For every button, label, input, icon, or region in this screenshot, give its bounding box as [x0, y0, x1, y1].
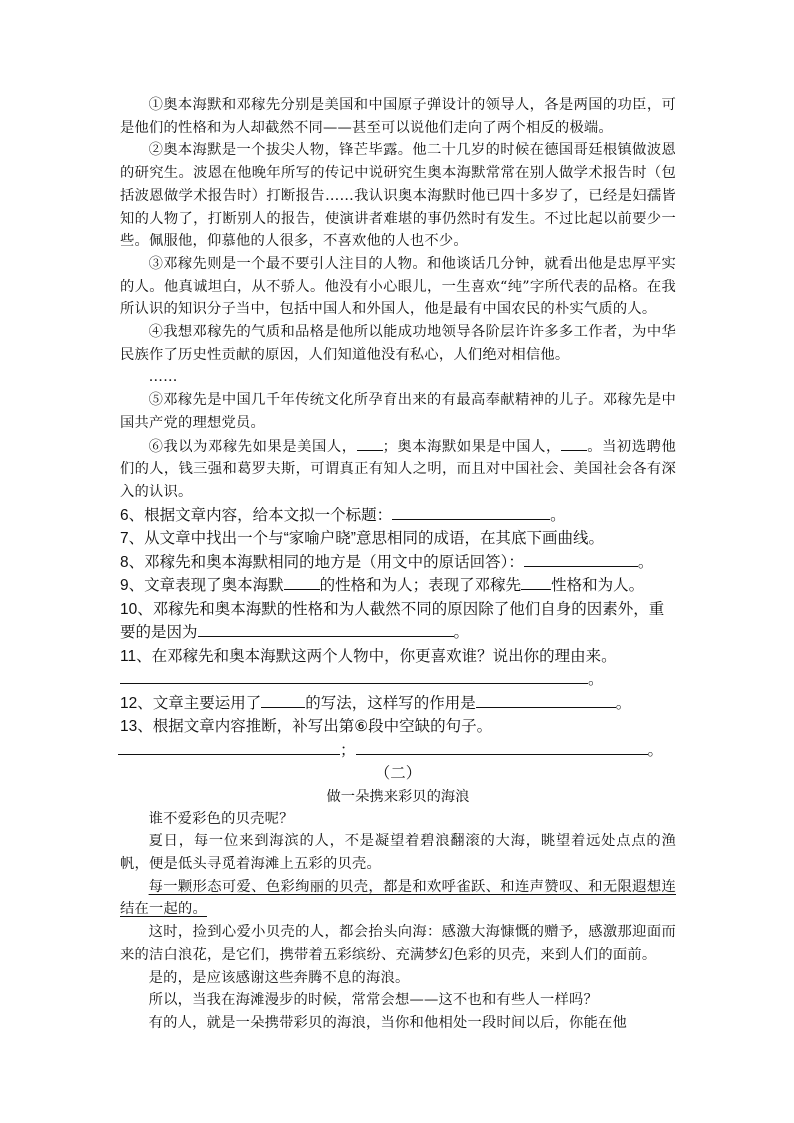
paragraph-3: ③邓稼先则是一个最不要引人注目的人物。和他谈话几分钟，就看出他是忠厚平实的人。他真诚坦白，从不骄人。他没有小心眼儿，一生喜欢“纯”字所代表的品格。在我所认识的知识分子当中，包括中国人和外国人，他是最有中国农民的朴实气质的人。 — [120, 255, 676, 318]
answer-blank-p6-1[interactable] — [357, 435, 383, 451]
question-8-end: 。 — [637, 553, 654, 571]
question-9-text-b: 的性格和为人；表现了邓稼先 — [319, 577, 522, 595]
passage-2-line-1: 谁不爱彩色的贝壳呢？ — [148, 810, 294, 827]
answer-blank-q10[interactable] — [198, 621, 454, 637]
answer-blank-q8[interactable] — [524, 551, 638, 567]
paragraph-6-part-b: ；奥本海默如果是中国人， — [382, 438, 561, 455]
question-12-end: 。 — [615, 694, 632, 712]
answer-blank-q13-1[interactable] — [118, 739, 340, 755]
question-9-text-a: 9、文章表现了奥本海默 — [120, 577, 284, 595]
question-10-text: 10、邓稼先和奥本海默的性格和为人截然不同的原因除了他们自身的因素外，重要的是因为 — [120, 600, 665, 642]
question-12 — [120, 692, 676, 716]
passage-2-line-6: 所以，当我在海滩漫步的时候，常常会想——这不也和有些人一样吗？ — [148, 992, 598, 1009]
question-12-text-a: 12、文章主要运用了 — [120, 694, 262, 712]
paragraph-1: ①奥本海默和邓稼先分别是美国和中国原子弹设计的领导人，各是两国的功臣，可是他们的性格和为人却截然不同——甚至可以说他们走向了两个相反的极端。 — [120, 97, 676, 136]
question-13-end: 。 — [647, 741, 664, 759]
paragraph-4: ④我想邓稼先的气质和品格是他所以能成功地领导各阶层许许多多工作者，为中华民族作了历史性贡献的原因，人们知道他没有私心，人们绝对相信他。 — [120, 324, 676, 363]
passage-2-line-2: 夏日，每一位来到海滨的人，不是凝望着碧浪翻滚的大海，眺望着远处点点的渔帆，便是低头寻觅着海滩上五彩的贝壳。 — [120, 833, 676, 873]
question-11: 11、在邓稼先和奥本海默这两个人物中，你更喜欢谁？说出你的理由来。 — [120, 647, 617, 665]
question-9 — [120, 574, 676, 598]
question-13-answer-line — [118, 739, 676, 763]
question-6 — [120, 504, 676, 528]
question-13: 13、根据文章内容推断，补写出第⑥段中空缺的句子。 — [120, 718, 493, 736]
paragraph-2: ②奥本海默是一个拔尖人物，锋芒毕露。他二十几岁的时候在德国哥廷根镇做波恩的研究生。波恩在他晚年所写的传记中说研究生奥本海默常常在别人做学术报告时（包括波恩做学术报告时）打断报告……我认识奥本海默时他已四十多岁了，已经是妇孺皆知的人物了，打断别人的报告，使演讲者难堪的事仍然时有发生。不过比起以前要少一些。佩服他，仰慕他的人很多，不喜欢他的人也不少。 — [120, 142, 676, 250]
paragraph-6-part-c: 。当初选聘他们的人，钱三强和葛罗夫斯，可谓真正有知人之明，而且对中国社会、美国社会各有深入的认识。 — [120, 438, 676, 500]
answer-blank-q9-1[interactable] — [284, 574, 320, 590]
question-6-text: 6、根据文章内容，给本文拟一个标题： — [120, 506, 393, 524]
question-9-text-c: 性格和为人。 — [551, 577, 645, 595]
answer-blank-q12-1[interactable] — [261, 692, 305, 708]
passage-2-title: 做一朵携来彩贝的海浪 — [326, 788, 470, 805]
answer-blank-q11[interactable] — [120, 668, 588, 684]
answer-blank-q13-2[interactable] — [356, 739, 648, 755]
answer-blank-q6[interactable] — [392, 504, 550, 520]
question-12-text-b: 的写法，这样写的作用是 — [305, 694, 476, 712]
question-13-separator: ； — [340, 741, 356, 759]
question-6-end: 。 — [550, 506, 566, 524]
passage-2-line-3 — [120, 876, 676, 921]
answer-blank-q9-2[interactable] — [521, 574, 551, 590]
question-11-end: 。 — [588, 671, 604, 689]
document-content — [120, 94, 676, 1035]
underlined-sentence: 每一颗形态可爱、色彩绚丽的贝壳，都是和欢呼雀跃、和连声赞叹、和无限遐想连结在一起的。 — [120, 878, 676, 918]
passage-2-line-7: 有的人，就是一朵携带彩贝的海浪，当你和他相处一段时间以后，你能在他 — [148, 1014, 627, 1031]
question-10-end: 。 — [453, 624, 470, 642]
question-8 — [120, 551, 676, 575]
section-heading: （二） — [374, 765, 422, 783]
passage-2-line-5: 是的，是应该感谢这些奔腾不息的海浪。 — [148, 969, 410, 986]
question-8-text: 8、邓稼先和奥本海默相同的地方是（用文中的原话回答）： — [120, 553, 524, 571]
question-10 — [120, 598, 676, 645]
answer-blank-q12-2[interactable] — [476, 692, 616, 708]
passage-2-line-4: 这时，捡到心爱小贝壳的人，都会抬头向海：感激大海慷慨的赠予，感激那迎面而来的洁白浪花，是它们，携带着五彩缤纷、充满梦幻色彩的贝壳，来到人们的面前。 — [120, 924, 676, 963]
paragraph-5: ⑤邓稼先是中国几千年传统文化所孕育出来的有最高奉献精神的儿子。邓稼先是中国共产党的理想党员。 — [120, 392, 676, 431]
ellipsis-line: …… — [148, 369, 178, 386]
paragraph-6-part-a: ⑥我以为邓稼先如果是美国人， — [148, 438, 357, 455]
answer-blank-p6-2[interactable] — [561, 435, 587, 451]
question-11-answer-line — [120, 668, 676, 692]
question-7: 7、从文章中找出一个与“家喻户晓”意思相同的成语，在其底下画曲线。 — [120, 530, 604, 548]
paragraph-6 — [120, 435, 676, 504]
